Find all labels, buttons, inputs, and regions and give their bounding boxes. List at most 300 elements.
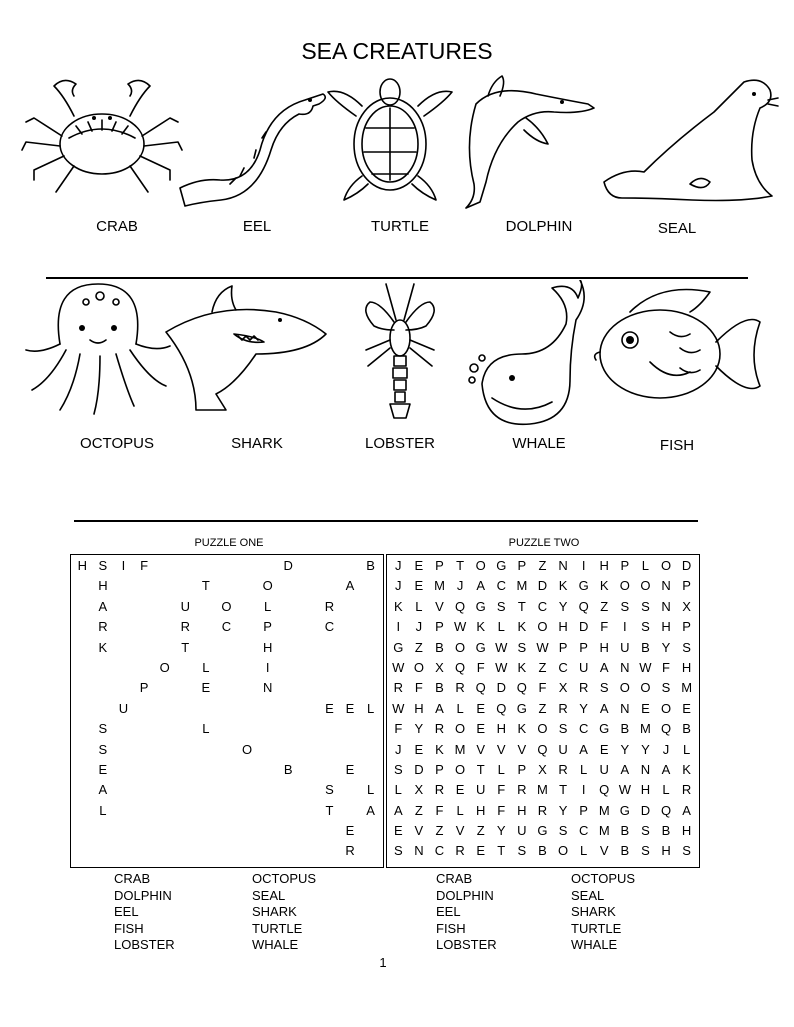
puzzle-two-grid (388, 556, 697, 862)
grid-cell (72, 841, 93, 861)
grid-cell (113, 597, 134, 617)
animal-label-turtle: TURTLE (370, 218, 430, 235)
grid-cell: R (455, 843, 465, 859)
grid-cell (216, 719, 237, 739)
word-item: OCTOPUS (252, 871, 317, 886)
word-item: EEL (436, 904, 461, 919)
grid-cell (196, 821, 217, 841)
grid-cell (196, 617, 217, 637)
grid-cell: H (661, 843, 671, 859)
grid-cell (134, 821, 155, 841)
grid-cell: T (181, 639, 190, 655)
grid-cell: F (435, 802, 444, 818)
grid-cell: O (640, 680, 651, 696)
grid-cell: C (496, 578, 506, 594)
grid-cell: F (140, 558, 149, 573)
grid-cell: M (681, 680, 693, 696)
grid-cell: Q (660, 802, 672, 818)
grid-cell (360, 597, 381, 617)
grid-cell (278, 841, 299, 861)
grid-cell: K (98, 639, 108, 655)
grid-cell (154, 740, 175, 760)
grid-cell (72, 638, 93, 658)
grid-cell: V (496, 741, 506, 757)
grid-cell: S (517, 843, 527, 859)
grid-cell (299, 638, 320, 658)
grid-cell (299, 841, 320, 861)
grid-cell (340, 638, 361, 658)
grid-cell: B (682, 721, 691, 737)
grid-cell: Z (538, 558, 547, 573)
grid-cell: C (578, 823, 589, 839)
grid-cell (278, 597, 299, 617)
grid-cell: N (640, 761, 651, 777)
grid-cell: P (435, 558, 444, 573)
grid-cell: D (283, 558, 293, 573)
grid-cell: A (366, 802, 375, 818)
grid-cell (299, 760, 320, 780)
grid-cell: K (476, 619, 485, 635)
page-title: SEA CREATURES (301, 38, 493, 64)
grid-cell: S (393, 843, 403, 859)
grid-cell: L (497, 761, 505, 777)
grid-cell: S (558, 823, 568, 839)
grid-cell (154, 617, 175, 637)
grid-cell: H (558, 619, 568, 635)
grid-cell: Y (496, 823, 506, 839)
grid-cell (154, 780, 175, 800)
grid-cell: S (599, 680, 609, 696)
grid-cell: L (580, 761, 588, 777)
grid-cell: J (395, 578, 402, 594)
grid-cell (93, 821, 114, 841)
grid-cell (319, 576, 340, 596)
grid-cell: T (456, 558, 465, 573)
grid-cell (299, 658, 320, 678)
grid-cell: D (578, 619, 589, 635)
grid-cell (175, 841, 196, 861)
dolphin-icon (456, 74, 600, 212)
grid-cell: L (497, 619, 505, 635)
grid-cell (340, 617, 361, 637)
grid-cell (196, 760, 217, 780)
grid-cell (175, 760, 196, 780)
grid-cell: F (600, 619, 609, 635)
grid-cell: U (578, 659, 589, 675)
grid-cell (134, 719, 155, 739)
word-item: SEAL (571, 887, 605, 903)
grid-cell: T (476, 761, 485, 777)
grid-cell: Y (641, 741, 650, 757)
shark-icon (162, 284, 328, 416)
grid-cell: Q (578, 598, 589, 614)
animal-label-shark: SHARK (231, 435, 283, 452)
grid-cell (257, 801, 278, 821)
grid-cell (299, 617, 320, 637)
grid-cell (154, 678, 175, 698)
grid-cell (113, 821, 134, 841)
grid-cell (154, 576, 175, 596)
grid-cell (340, 556, 361, 576)
grid-cell: L (456, 700, 464, 716)
grid-cell: D (414, 761, 424, 777)
grid-cell (360, 638, 381, 658)
grid-cell: R (345, 843, 355, 859)
grid-cell: A (476, 578, 485, 594)
grid-cell: I (396, 619, 401, 635)
grid-cell (360, 576, 381, 596)
eel-icon (170, 78, 332, 208)
animal-label-fish: FISH (659, 437, 695, 454)
grid-cell: O (660, 700, 672, 716)
grid-cell (278, 638, 299, 658)
grid-cell: O (455, 761, 466, 777)
grid-cell: H (496, 721, 506, 737)
grid-cell (299, 699, 320, 719)
grid-cell (196, 699, 217, 719)
grid-cell: B (435, 680, 444, 696)
grid-cell: U (475, 782, 486, 798)
grid-cell (319, 719, 340, 739)
grid-cell: T (325, 802, 334, 818)
grid-cell (216, 638, 237, 658)
grid-cell: Z (435, 823, 444, 839)
grid-cell: L (682, 741, 691, 757)
grid-cell: B (435, 639, 444, 655)
seal-icon (600, 74, 780, 202)
grid-cell (360, 658, 381, 678)
grid-cell: L (415, 598, 423, 614)
grid-cell: R (517, 782, 527, 798)
puzzle-two-wordlist-col1 (436, 871, 497, 954)
grid-cell (278, 740, 299, 760)
grid-cell: D (496, 680, 506, 696)
grid-cell: S (641, 823, 650, 839)
grid-cell: F (497, 782, 506, 798)
grid-cell (340, 719, 361, 739)
grid-cell (154, 719, 175, 739)
grid-cell: O (660, 558, 672, 573)
grid-cell: H (475, 802, 486, 818)
grid-cell: W (536, 639, 549, 655)
grid-cell: E (414, 578, 424, 594)
puzzle-two-wordlist-col2 (571, 871, 635, 954)
grid-cell: A (98, 598, 108, 614)
grid-cell: I (623, 619, 627, 635)
grid-cell (196, 841, 217, 861)
word-item: TURTLE (571, 920, 622, 936)
grid-cell: W (618, 782, 631, 798)
grid-cell: U (118, 700, 129, 716)
grid-cell (237, 699, 258, 719)
grid-cell: O (241, 741, 253, 757)
grid-cell (134, 658, 155, 678)
grid-cell: H (681, 823, 692, 839)
grid-cell: S (98, 741, 108, 757)
grid-cell: N (558, 558, 568, 573)
grid-cell (72, 801, 93, 821)
grid-cell: F (414, 680, 423, 696)
grid-cell (257, 760, 278, 780)
grid-cell: L (202, 721, 210, 737)
grid-cell: K (517, 721, 527, 737)
grid-cell: R (180, 619, 190, 635)
grid-cell (134, 740, 155, 760)
grid-cell (134, 760, 155, 780)
grid-cell (196, 740, 217, 760)
grid-cell: U (620, 639, 630, 655)
grid-cell (237, 617, 258, 637)
grid-cell (299, 678, 320, 698)
grid-cell (237, 780, 258, 800)
word-item: DOLPHIN (114, 887, 172, 903)
grid-cell (216, 821, 237, 841)
grid-cell (134, 699, 155, 719)
grid-cell (154, 556, 175, 576)
grid-cell (72, 678, 93, 698)
grid-cell (299, 719, 320, 739)
grid-cell (319, 740, 340, 760)
word-item: FISH (114, 920, 144, 936)
grid-cell (340, 780, 361, 800)
grid-cell: P (517, 761, 527, 777)
grid-cell: V (435, 598, 444, 614)
word-item: TURTLE (252, 920, 303, 936)
grid-cell: B (641, 639, 650, 655)
puzzle-one-title: PUZZLE ONE (194, 537, 264, 549)
grid-cell (278, 617, 299, 637)
grid-cell (216, 780, 237, 800)
grid-cell: O (537, 721, 548, 737)
grid-cell: R (681, 782, 692, 798)
grid-cell: E (345, 823, 355, 839)
grid-cell: W (639, 659, 652, 675)
word-item: CRAB (436, 871, 473, 886)
grid-cell (216, 576, 237, 596)
grid-cell: H (262, 639, 273, 655)
grid-cell: O (262, 578, 273, 594)
grid-cell (360, 760, 381, 780)
grid-cell (154, 841, 175, 861)
grid-cell: H (599, 558, 609, 573)
grid-cell: C (221, 619, 232, 635)
grid-cell: H (414, 700, 424, 716)
animal-label-seal: SEAL (657, 220, 697, 237)
grid-cell: L (456, 802, 464, 818)
grid-cell: Y (661, 639, 671, 655)
grid-cell: L (366, 700, 375, 716)
grid-cell (134, 801, 155, 821)
grid-cell: X (558, 680, 568, 696)
grid-cell: H (77, 558, 87, 573)
grid-cell: E (345, 761, 355, 777)
grid-cell: S (641, 843, 650, 859)
grid-cell (113, 658, 134, 678)
grid-cell: A (661, 761, 671, 777)
grid-cell (360, 617, 381, 637)
grid-cell: G (475, 639, 486, 655)
grid-cell (196, 556, 217, 576)
grid-cell: A (98, 782, 108, 798)
grid-cell: E (682, 700, 691, 716)
grid-cell (360, 719, 381, 739)
grid-cell: N (620, 700, 630, 716)
grid-cell: K (558, 578, 568, 594)
grid-cell (340, 658, 361, 678)
grid-cell (257, 841, 278, 861)
grid-cell (257, 821, 278, 841)
grid-cell: W (495, 639, 508, 655)
grid-cell: S (558, 721, 568, 737)
grid-cell: Q (455, 598, 466, 614)
grid-cell: K (682, 761, 691, 777)
animal-label-whale: WHALE (512, 435, 566, 452)
grid-cell: F (476, 659, 485, 675)
grid-cell: O (455, 721, 466, 737)
puzzle-one-grid (72, 556, 381, 862)
grid-cell: R (324, 598, 335, 614)
grid-cell: Z (414, 639, 423, 655)
word-item: LOBSTER (436, 937, 497, 952)
grid-cell (257, 780, 278, 800)
grid-cell: R (455, 680, 465, 696)
grid-cell: B (661, 823, 671, 839)
grid-cell: A (393, 802, 403, 818)
grid-cell (154, 821, 175, 841)
grid-cell: E (641, 700, 650, 716)
grid-cell (113, 760, 134, 780)
grid-cell (278, 576, 299, 596)
grid-cell: T (497, 843, 506, 859)
grid-cell: Y (579, 700, 588, 716)
grid-cell: R (98, 619, 108, 635)
animal-label-octopus: OCTOPUS (80, 435, 154, 452)
grid-cell (134, 638, 155, 658)
grid-cell (216, 760, 237, 780)
grid-cell: R (434, 782, 445, 798)
grid-cell: R (393, 680, 403, 696)
word-item: SEAL (252, 887, 286, 903)
grid-cell: A (579, 741, 588, 757)
grid-cell: H (681, 659, 692, 675)
grid-cell: P (435, 761, 444, 777)
grid-cell: O (413, 659, 424, 675)
grid-cell (93, 678, 114, 698)
grid-cell: P (682, 578, 691, 594)
puzzle-two-title: PUZZLE TWO (508, 537, 580, 549)
grid-cell (113, 801, 134, 821)
grid-cell: J (395, 558, 402, 573)
grid-cell: Z (414, 802, 423, 818)
grid-cell: N (661, 578, 671, 594)
divider-line (74, 520, 698, 522)
grid-cell: T (559, 782, 568, 798)
grid-cell: O (221, 598, 232, 614)
grid-cell: K (435, 741, 444, 757)
grid-cell: F (497, 802, 506, 818)
grid-cell (175, 556, 196, 576)
grid-cell (257, 719, 278, 739)
grid-cell: I (265, 659, 270, 675)
animal-label-lobster: LOBSTER (364, 435, 436, 452)
grid-cell: J (662, 741, 670, 757)
grid-cell (216, 801, 237, 821)
grid-cell (319, 841, 340, 861)
grid-cell (278, 719, 299, 739)
grid-cell: F (538, 680, 547, 696)
grid-cell: B (538, 843, 547, 859)
octopus-icon (20, 280, 176, 420)
grid-cell: S (661, 680, 671, 696)
grid-cell (299, 597, 320, 617)
grid-cell (72, 617, 93, 637)
animal-label-crab: CRAB (96, 218, 138, 235)
grid-cell: S (641, 598, 650, 614)
grid-cell (72, 658, 93, 678)
grid-cell (340, 678, 361, 698)
grid-cell: E (414, 741, 424, 757)
whale-icon (462, 280, 586, 430)
grid-cell: H (661, 619, 671, 635)
grid-cell: M (537, 782, 548, 798)
grid-cell: P (558, 639, 568, 655)
grid-cell: Y (620, 741, 630, 757)
grid-cell: Q (660, 721, 672, 737)
grid-cell: N (620, 659, 630, 675)
grid-cell (175, 740, 196, 760)
grid-cell: O (455, 639, 466, 655)
grid-cell: Q (516, 680, 527, 696)
grid-cell (340, 801, 361, 821)
grid-cell (175, 699, 196, 719)
grid-cell: R (558, 700, 568, 716)
grid-cell (237, 638, 258, 658)
grid-cell: S (98, 721, 108, 737)
lobster-icon (356, 282, 444, 430)
grid-cell: R (578, 680, 589, 696)
grid-cell: C (537, 598, 548, 614)
grid-cell: M (454, 741, 466, 757)
divider-line (46, 277, 748, 279)
grid-cell (72, 780, 93, 800)
grid-cell: P (579, 639, 588, 655)
turtle-icon (326, 72, 456, 210)
grid-cell (113, 576, 134, 596)
grid-cell: G (393, 639, 404, 655)
fish-icon (590, 282, 766, 422)
grid-cell (237, 841, 258, 861)
grid-cell (319, 678, 340, 698)
grid-cell: Q (599, 782, 610, 798)
grid-cell: P (435, 619, 444, 635)
grid-cell: D (537, 578, 548, 594)
grid-cell (216, 556, 237, 576)
grid-cell: M (640, 721, 651, 737)
word-item: LOBSTER (114, 937, 175, 952)
grid-cell (196, 801, 217, 821)
grid-cell (237, 801, 258, 821)
grid-cell: Y (558, 802, 568, 818)
grid-cell (278, 801, 299, 821)
grid-cell (299, 780, 320, 800)
grid-cell: E (98, 761, 108, 777)
grid-cell (237, 658, 258, 678)
grid-cell: S (325, 782, 334, 798)
grid-cell: W (453, 619, 467, 635)
grid-cell: V (455, 823, 465, 839)
grid-cell: S (393, 761, 403, 777)
grid-cell: I (121, 558, 126, 573)
